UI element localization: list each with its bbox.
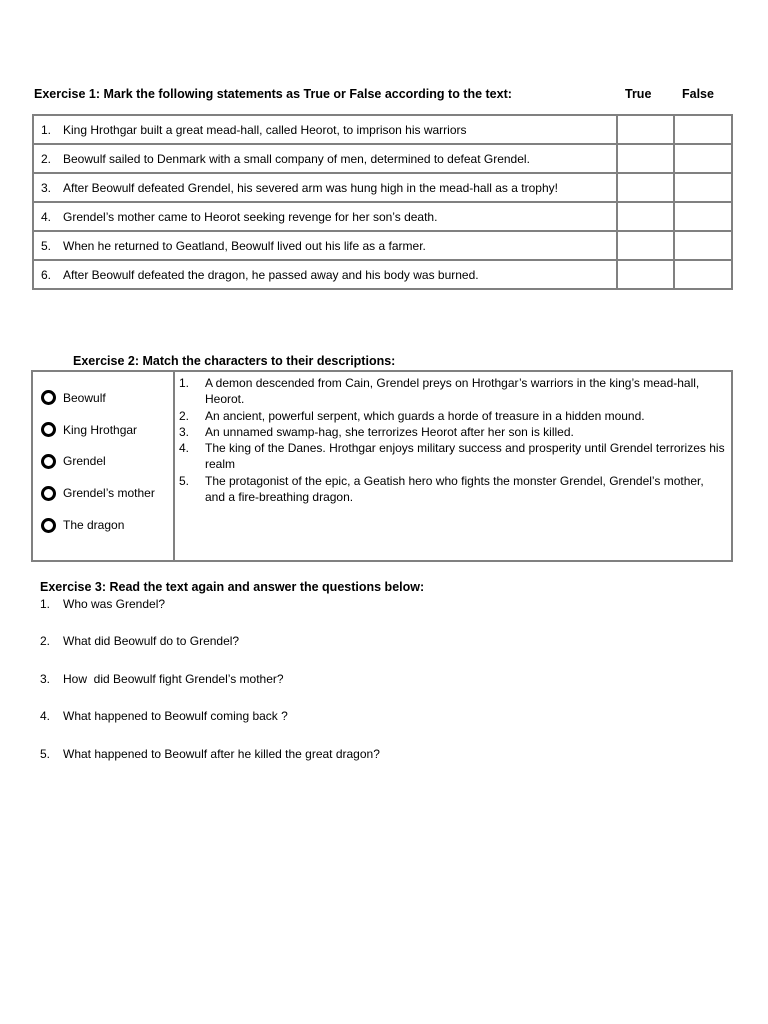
false-answer-box[interactable] — [674, 144, 732, 173]
question-item: 3. How did Beowulf fight Grendel’s mother? — [40, 672, 284, 686]
character-option-the-dragon[interactable]: The dragon — [33, 509, 173, 541]
radio-circle-icon[interactable] — [41, 390, 56, 405]
question-item: 4. What happened to Beowulf coming back ? — [40, 709, 288, 723]
false-column-header: False — [682, 87, 714, 101]
false-answer-box[interactable] — [674, 231, 732, 260]
list-item: 1. A demon descended from Cain, Grendel preys on Hrothgar’s warriors in the king’s mead-hall, Heorot. — [179, 376, 700, 407]
matching-table — [31, 370, 733, 562]
radio-circle-icon[interactable] — [41, 486, 56, 501]
question-item: 2. What did Beowulf do to Grendel? — [40, 634, 240, 648]
true-answer-box[interactable] — [617, 173, 674, 202]
table-row — [33, 260, 732, 289]
list-item: 4. The king of the Danes. Hrothgar enjoys military success and prosperity until Grendel terrorizes his realm — [179, 441, 725, 472]
table-row — [33, 144, 732, 173]
true-false-table — [32, 114, 733, 290]
character-option-beowulf[interactable]: Beowulf — [33, 382, 173, 414]
table-row — [33, 173, 732, 202]
true-answer-box[interactable] — [617, 260, 674, 289]
false-answer-box[interactable] — [674, 115, 732, 144]
exercise3-heading: Exercise 3: Read the text again and answer the questions below: — [40, 580, 425, 594]
character-option-king-hrothgar[interactable]: King Hrothgar — [33, 414, 173, 446]
true-answer-box[interactable] — [617, 115, 674, 144]
statement-cell: 5. When he returned to Geatland, Beowulf lived out his life as a farmer. — [33, 231, 617, 260]
true-answer-box[interactable] — [617, 144, 674, 173]
statement-cell: 3. After Beowulf defeated Grendel, his severed arm was hung high in the mead-hall as a trophy! — [33, 173, 617, 202]
table-row — [33, 115, 732, 144]
character-list — [33, 372, 175, 560]
false-answer-box[interactable] — [674, 173, 732, 202]
exercise1-heading: Exercise 1: Mark the following statements as True or False according to the text: — [34, 87, 512, 101]
radio-circle-icon[interactable] — [41, 518, 56, 533]
false-answer-box[interactable] — [674, 202, 732, 231]
question-item: 1. Who was Grendel? — [40, 597, 166, 611]
statement-cell: 1. King Hrothgar built a great mead-hall, called Heorot, to imprison his warriors — [33, 115, 617, 144]
true-answer-box[interactable] — [617, 202, 674, 231]
description-list — [175, 372, 731, 560]
radio-circle-icon[interactable] — [41, 422, 56, 437]
character-option-grendel[interactable]: Grendel — [33, 446, 173, 478]
true-answer-box[interactable] — [617, 231, 674, 260]
table-row — [33, 202, 732, 231]
list-item: 5. The protagonist of the epic, a Geatish hero who fights the monster Grendel, Grendel’s mother, and a fire-breathing dragon. — [179, 473, 704, 505]
radio-circle-icon[interactable] — [41, 454, 56, 469]
false-answer-box[interactable] — [674, 260, 732, 289]
statement-cell: 6. After Beowulf defeated the dragon, he passed away and his body was burned. — [33, 260, 617, 289]
table-row — [33, 231, 732, 260]
exercise2-heading: Exercise 2: Match the characters to their descriptions: — [73, 354, 396, 368]
list-item: 2. An ancient, powerful serpent, which guards a horde of treasure in a hidden mound. — [179, 408, 645, 423]
statement-cell: 4. Grendel’s mother came to Heorot seeking revenge for her son’s death. — [33, 202, 617, 231]
question-item: 5. What happened to Beowulf after he killed the great dragon? — [40, 747, 380, 761]
statement-cell: 2. Beowulf sailed to Denmark with a small company of men, determined to defeat Grendel. — [33, 144, 617, 173]
true-column-header: True — [625, 87, 652, 101]
character-option-grendels-mother[interactable]: Grendel’s mother — [33, 477, 173, 509]
list-item: 3. An unnamed swamp-hag, she terrorizes Heorot after her son is killed. — [179, 424, 574, 439]
